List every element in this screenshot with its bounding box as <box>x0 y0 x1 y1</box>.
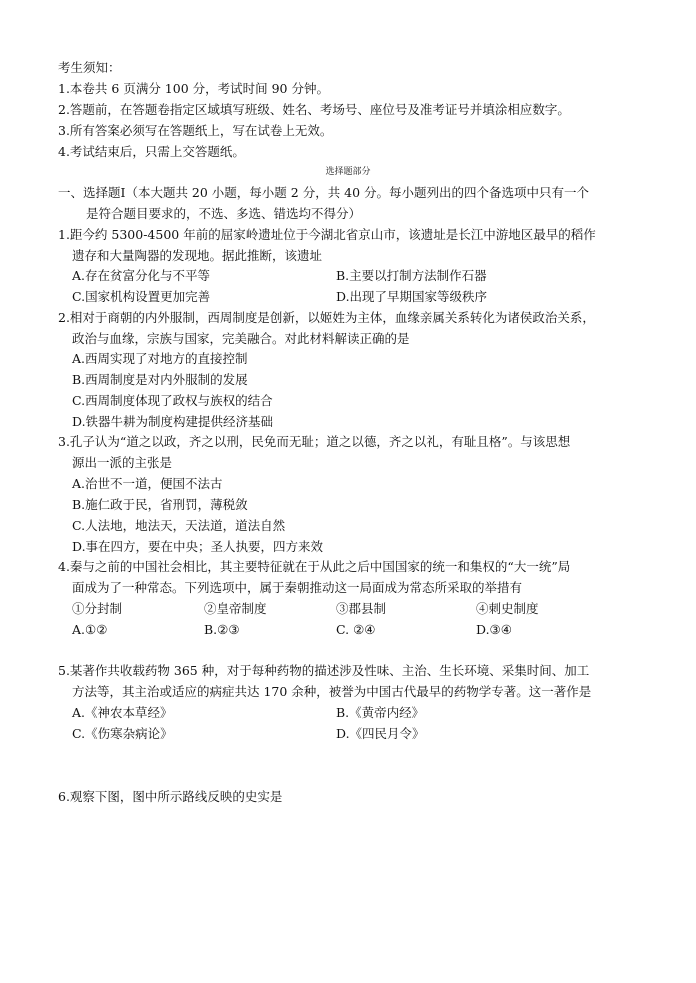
notice-item-4: 4.考试结束后，只需上交答题纸。 <box>58 144 245 159</box>
notice-item-1: 1.本卷共 6 页满分 100 分，考试时间 90 分钟。 <box>58 81 329 96</box>
q4-option-d[interactable]: D.③④ <box>476 622 512 637</box>
q2-stem-line2: 政治与血缘，宗族与国家，完美融合。对此材料解读正确的是 <box>72 331 410 346</box>
q4-option-a[interactable]: A.①② <box>72 622 108 637</box>
q3-stem-line1: 3.孔子认为“道之以政，齐之以刑，民免而无耻；道之以德，齐之以礼，有耻且格”。与该思想 <box>58 434 571 449</box>
q4-item-1: ①分封制 <box>72 601 123 616</box>
q5-option-b[interactable]: B.《黄帝内经》 <box>336 705 425 720</box>
notice-item-3: 3.所有答案必须写在答题纸上，写在试卷上无效。 <box>58 123 333 138</box>
q3-option-c[interactable]: C.人法地，地法天，天法道，道法自然 <box>72 518 286 533</box>
q2-option-b[interactable]: B.西周制度是对内外服制的发展 <box>72 372 248 387</box>
q5-option-c[interactable]: C.《伤寒杂病论》 <box>72 726 173 741</box>
q2-option-d[interactable]: D.铁器牛耕为制度构建提供经济基础 <box>72 414 274 429</box>
q1-option-a[interactable]: A.存在贫富分化与不平等 <box>72 268 211 283</box>
q5-option-d[interactable]: D.《四民月令》 <box>336 726 425 741</box>
section-instruction-line2: 是符合题目要求的，不选、多选、错选均不得分） <box>86 206 362 221</box>
q3-stem-line2: 源出一派的主张是 <box>72 455 173 470</box>
q3-option-a[interactable]: A.治世不一道，便国不法古 <box>72 476 223 491</box>
q1-option-b[interactable]: B.主要以打制方法制作石器 <box>336 268 487 283</box>
q5-stem-line1: 5.某著作共收载药物 365 种，对于每种药物的描述涉及性味、主治、生长环境、采集时间、加工 <box>58 663 590 678</box>
q5-stem-line2: 方法等，其主治或适应的病症共达 170 余种，被誉为中国古代最早的药物学专著。这一著作是 <box>72 684 592 699</box>
q4-stem-line1: 4.秦与之前的中国社会相比，其主要特征就在于从此之后中国国家的统一和集权的“大一统”局 <box>58 559 571 574</box>
q4-item-3: ③郡县制 <box>336 601 387 616</box>
notice-heading: 考生须知： <box>58 60 121 75</box>
notice-item-2: 2.答题前，在答题卷指定区域填写班级、姓名、考场号、座位号及准考证号并填涂相应数字。 <box>58 102 570 117</box>
q1-option-c[interactable]: C.国家机构设置更加完善 <box>72 289 211 304</box>
q1-stem-line1: 1.距今约 5300-4500 年前的屈家岭遗址位于今湖北省京山市，该遗址是长江中游地区最早的稻作 <box>58 227 596 242</box>
q1-stem-line2: 遗存和大量陶器的发现地。据此推断，该遗址 <box>72 248 323 263</box>
q3-option-b[interactable]: B.施仁政于民，省刑罚，薄税敛 <box>72 497 248 512</box>
section-instruction-line1: 一、选择题Ⅰ（本大题共 20 小题，每小题 2 分，共 40 分。每小题列出的四个备选项中只有一个 <box>58 185 590 200</box>
q2-option-c[interactable]: C.西周制度体现了政权与族权的结合 <box>72 393 273 408</box>
q6-stem: 6.观察下图，图中所示路线反映的史实是 <box>58 789 283 804</box>
q2-option-a[interactable]: A.西周实现了对地方的直接控制 <box>72 351 248 366</box>
q4-stem-line2: 面成为了一种常态。下列选项中，属于秦朝推动这一局面成为常态所采取的举措有 <box>72 580 523 595</box>
q4-item-4: ④刺史制度 <box>476 601 539 616</box>
q4-item-2: ②皇帝制度 <box>204 601 267 616</box>
section-title: 选择题部分 <box>325 167 371 177</box>
q3-option-d[interactable]: D.事在四方，要在中央；圣人执要，四方来效 <box>72 539 324 554</box>
q4-option-c[interactable]: C. ②④ <box>336 622 376 637</box>
q1-option-d[interactable]: D.出现了早期国家等级秩序 <box>336 289 488 304</box>
q2-stem-line1: 2.相对于商朝的内外服制，西周制度是创新，以姬姓为主体，血缘亲属关系转化为诸侯政治关系， <box>58 310 595 325</box>
q4-option-b[interactable]: B.②③ <box>204 622 240 637</box>
q5-option-a[interactable]: A.《神农本草经》 <box>72 705 173 720</box>
